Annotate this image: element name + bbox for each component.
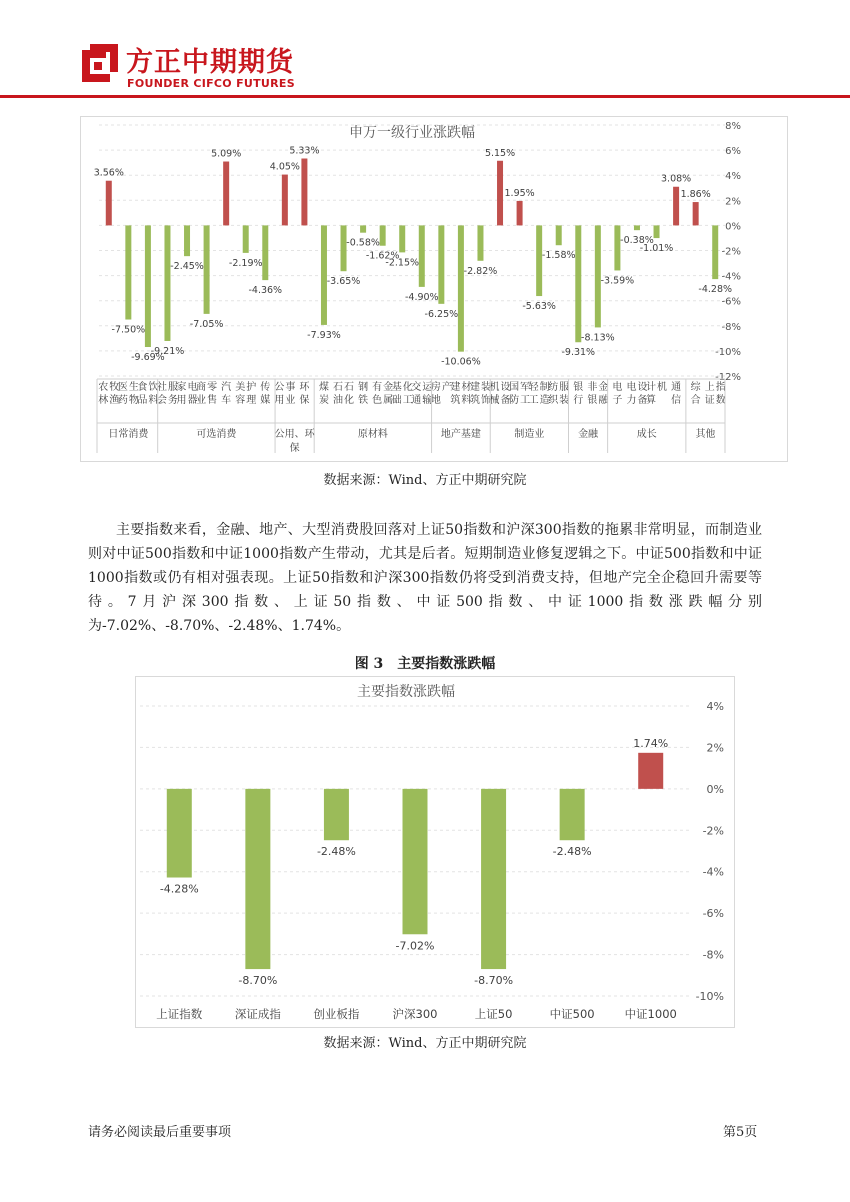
chart1-category-char: 械 xyxy=(489,395,500,406)
chart1-category-char: 医 xyxy=(117,382,128,393)
chart1-category-char: 子 xyxy=(612,395,623,406)
chart1-bar xyxy=(438,225,444,303)
chart2-y-tick-label: -4% xyxy=(702,865,724,879)
chart1-category-char: 防 xyxy=(509,395,520,406)
chart1-value-label: 4.05% xyxy=(269,161,300,173)
chart1-value-label: -1.01% xyxy=(639,243,674,255)
chart1-category-char: 化 xyxy=(344,395,355,406)
chart2-title: 主要指数涨跌幅 xyxy=(357,684,455,700)
chart1-bar xyxy=(282,175,288,226)
chart1-category-char: 房 xyxy=(430,382,441,393)
chart1-value-label: -3.65% xyxy=(326,276,361,288)
chart1-bar xyxy=(693,202,699,225)
chart1-bar xyxy=(634,225,640,230)
chart1-category-char: 零 xyxy=(207,382,218,393)
chart1-bar xyxy=(399,225,405,252)
chart2-y-tick-label: -10% xyxy=(695,990,724,1003)
chart1-category-char: 材 xyxy=(461,382,472,393)
chart1-bar xyxy=(204,225,210,313)
chart1-category-char: 筑 xyxy=(450,395,461,406)
chart1-bar xyxy=(321,225,327,325)
chart1-value-label: -3.59% xyxy=(600,275,635,287)
chart1-value-label: -2.15% xyxy=(385,257,420,269)
chart1-category-char: 装 xyxy=(480,382,491,393)
chart1-category-char: 设 xyxy=(637,382,648,393)
brand-name-en: FOUNDER CIFCO FUTURES xyxy=(127,77,295,90)
chart1-category-char: 农 xyxy=(98,382,109,393)
chart2-value-label: 1.74% xyxy=(633,736,669,750)
chart1-category-char: 渔 xyxy=(109,395,120,406)
chart2-bar xyxy=(481,789,506,969)
chart1-y-tick-label: -12% xyxy=(715,372,741,383)
chart1-group-label: 成长 xyxy=(636,429,657,440)
chart1-category-char: 数 xyxy=(715,395,726,406)
chart1-value-label: -9.31% xyxy=(561,347,596,359)
chart1-category-char: 用 xyxy=(176,395,187,406)
chart1-category-char: 机 xyxy=(489,382,500,393)
chart1-category-char: 地 xyxy=(430,395,441,406)
chart1-bar xyxy=(106,181,112,226)
chart1-y-tick-label: 2% xyxy=(725,196,741,208)
chart2-category-label: 中证1000 xyxy=(624,1007,677,1021)
chart1-value-label: 5.33% xyxy=(289,145,320,157)
chart1-category-char: 机 xyxy=(657,382,668,393)
header-divider xyxy=(0,95,850,98)
chart1-y-tick-label: -2% xyxy=(721,246,741,258)
chart1-category-char: 通 xyxy=(671,382,682,393)
chart1-y-tick-label: -10% xyxy=(715,346,741,358)
chart2-category-label: 创业板指 xyxy=(313,1007,360,1021)
chart1-category-char: 银 xyxy=(587,395,598,406)
chart1-category-char: 林 xyxy=(98,395,109,406)
chart1-category-char: 用 xyxy=(274,395,285,406)
chart2-value-label: -2.48% xyxy=(552,845,592,859)
chart1-category-char: 石 xyxy=(333,382,344,393)
chart1-bar xyxy=(184,225,190,256)
chart1-category-char: 汽 xyxy=(221,382,232,393)
chart1-y-tick-label: 4% xyxy=(725,171,741,183)
chart2-value-label: -8.70% xyxy=(474,974,514,988)
chart1-category-char: 料 xyxy=(148,395,159,406)
chart1-category-char: 家 xyxy=(176,382,187,393)
chart2-bar xyxy=(638,753,663,789)
chart1-category-char: 筑 xyxy=(469,395,480,406)
chart1-group-label: 制造业 xyxy=(514,429,545,440)
chart1-y-tick-label: -6% xyxy=(721,296,741,308)
chart1-category-char: 环 xyxy=(299,382,310,393)
chart1-category-char: 通 xyxy=(411,395,422,406)
chart1-category-char: 售 xyxy=(207,395,218,406)
chart1-category-char: 纺 xyxy=(548,382,559,393)
chart1-value-label: -4.36% xyxy=(248,285,283,297)
chart1-category-char: 交 xyxy=(411,382,422,393)
chart1-y-tick-label: 0% xyxy=(725,221,741,233)
chart1-value-label: 3.56% xyxy=(93,167,124,179)
chart1-category-char: 综 xyxy=(690,382,701,393)
chart1-category-char: 金 xyxy=(598,382,609,393)
chart1-y-tick-label: 8% xyxy=(725,121,741,132)
chart1-bar xyxy=(380,225,386,245)
chart1-bar xyxy=(673,187,679,226)
chart1-value-label: -2.19% xyxy=(228,257,263,269)
chart1-value-label: 1.95% xyxy=(504,187,535,199)
chart1-category-char: 运 xyxy=(422,382,433,393)
chart1-bar xyxy=(614,225,620,270)
chart1-category-char: 属 xyxy=(383,395,394,406)
chart2-y-tick-label: -8% xyxy=(702,948,724,962)
chart1-category-char: 饰 xyxy=(480,395,491,406)
chart1-category-char: 油 xyxy=(333,395,344,406)
chart1-value-label: -8.13% xyxy=(581,332,615,344)
chart1-category-char: 饮 xyxy=(148,382,159,393)
chart1-category-char: 建 xyxy=(450,382,461,393)
chart1-category-char: 色 xyxy=(372,395,383,406)
chart1-source: 数据来源：Wind、方正中期研究院 xyxy=(323,473,527,488)
chart2-bar xyxy=(403,789,428,934)
chart2-bar xyxy=(245,789,270,969)
chart1-category-char: 钢 xyxy=(358,382,369,393)
chart1-category-char: 化 xyxy=(402,382,413,393)
chart1-category-char: 轻 xyxy=(528,382,539,393)
chart1-category-char: 建 xyxy=(469,382,480,393)
chart1-category-char: 物 xyxy=(128,395,139,406)
chart1-category-char: 保 xyxy=(299,395,310,406)
chart1-category-char: 军 xyxy=(520,382,531,393)
chart1-group-label: 地产基建 xyxy=(440,429,481,440)
chart1-category-char: 织 xyxy=(548,395,559,406)
chart1-category-char: 炭 xyxy=(318,395,329,406)
chart1-category-char: 业 xyxy=(196,395,207,406)
index-chart-frame xyxy=(135,676,735,1028)
chart1-bar xyxy=(654,225,660,238)
chart2-category-label: 中证500 xyxy=(549,1007,595,1021)
chart2-bar xyxy=(167,789,192,878)
chart2-bar xyxy=(324,789,349,840)
chart1-value-label: -2.45% xyxy=(170,261,204,273)
chart1-category-char: 工 xyxy=(402,395,413,406)
chart1-category-char: 公 xyxy=(274,382,285,393)
chart2-value-label: -8.70% xyxy=(238,974,278,988)
chart1-bar xyxy=(575,225,581,342)
chart1-value-label: -9.69% xyxy=(131,352,165,364)
chart1-title: 申万一级行业涨跌幅 xyxy=(349,125,475,141)
chart1-category-char: 工 xyxy=(520,395,531,406)
chart1-value-label: -9.21% xyxy=(150,345,185,357)
chart1-category-char: 造 xyxy=(539,395,550,406)
chart1-value-label: -7.93% xyxy=(307,329,341,341)
chart1-value-label: -0.38% xyxy=(620,235,654,247)
chart1-category-char: 生 xyxy=(128,382,139,393)
chart1-category-char: 务 xyxy=(167,395,178,406)
chart1-y-tick-label: 6% xyxy=(725,146,741,158)
chart1-category-char: 计 xyxy=(646,382,657,393)
chart1-bar xyxy=(145,225,151,347)
chart1-bar xyxy=(556,225,562,245)
chart1-category-char: 铁 xyxy=(358,395,369,406)
chart1-value-label: 5.09% xyxy=(211,148,242,160)
chart1-bar xyxy=(125,225,131,319)
chart2-bar xyxy=(560,789,585,840)
chart1-category-char: 融 xyxy=(598,395,609,406)
chart1-category-char: 证 xyxy=(704,395,715,406)
chart1-bar xyxy=(477,225,483,260)
chart2-value-label: -7.02% xyxy=(395,939,435,953)
chart1-category-char: 品 xyxy=(137,395,148,406)
chart1-category-char: 信 xyxy=(671,395,682,406)
chart1-category-char: 牧 xyxy=(109,382,120,393)
chart1-category-char: 算 xyxy=(646,395,657,406)
chart1-value-label: -1.62% xyxy=(365,250,400,262)
chart1-category-char: 装 xyxy=(559,395,570,406)
chart1-value-label: 1.86% xyxy=(680,189,711,201)
chart1-category-char: 电 xyxy=(626,382,637,393)
chart1-category-char: 电 xyxy=(612,382,623,393)
chart2-category-label: 沪深300 xyxy=(392,1007,438,1021)
page-header xyxy=(0,0,850,100)
chart1-group-label: 公用、环 xyxy=(274,429,315,440)
chart1-category-char: 容 xyxy=(235,395,246,406)
chart1-category-char: 服 xyxy=(167,382,178,393)
chart1-bar xyxy=(301,159,307,226)
chart1-value-label: -2.82% xyxy=(463,265,498,277)
founder-logo-icon xyxy=(82,44,118,82)
chart2-category-label: 上证指数 xyxy=(156,1007,203,1021)
chart1-category-char: 上 xyxy=(704,382,715,393)
chart1-value-label: -7.05% xyxy=(189,318,224,330)
chart1-category-char: 料 xyxy=(461,395,472,406)
footer-page-number: 第5页 xyxy=(723,1125,758,1140)
chart1-value-label: -7.50% xyxy=(111,324,146,336)
chart1-bar xyxy=(712,225,718,279)
chart2-y-tick-label: 2% xyxy=(706,741,724,755)
chart1-value-label: -5.63% xyxy=(522,301,556,313)
chart1-value-label: -6.25% xyxy=(424,308,459,320)
chart1-category-char: 非 xyxy=(587,382,598,393)
chart1-category-char: 煤 xyxy=(318,382,329,393)
chart1-group-label: 原材料 xyxy=(357,429,388,440)
chart1-value-label: -0.58% xyxy=(346,237,380,249)
chart1-category-char: 制 xyxy=(539,382,550,393)
chart1-category-char: 础 xyxy=(391,395,402,406)
chart1-category-char: 商 xyxy=(196,382,207,393)
chart1-category-char: 护 xyxy=(246,382,257,393)
chart1-category-char: 备 xyxy=(637,395,648,406)
chart1-category-char: 基 xyxy=(391,382,402,393)
chart1-category-char: 车 xyxy=(221,395,232,406)
chart1-category-char: 备 xyxy=(500,395,511,406)
brand-name-cn: 方正中期期货 xyxy=(126,47,294,78)
chart1-category-char: 器 xyxy=(187,395,198,406)
chart1-category-char: 食 xyxy=(137,382,148,393)
chart1-bar xyxy=(164,225,170,341)
chart1-category-char: 社 xyxy=(156,382,167,393)
chart1-bar xyxy=(419,225,425,286)
chart1-category-char: 电 xyxy=(187,382,198,393)
chart1-bar xyxy=(360,225,366,232)
chart1-bar xyxy=(262,225,268,280)
chart1-bar xyxy=(517,201,523,225)
chart1-bar xyxy=(243,225,249,252)
body-paragraph: 主要指数来看，金融、地产、大型消费股回落对上证50指数和沪深300指数的拖累非常明显，而制造业则对中证500指数和中证1000指数产生带动，尤其是后者。短期制造业修复逻辑之下。中证500指数和中证1000指数或仍有相对强表现。上证50指数和沪深300指数仍将受到消费支持，但地产完全企稳回升需要等待。7月沪深300指数、上证50指数、中证500指数、中证1000指数涨跌幅分别为-7.02%、-8.70%、-2.48%、1.74%。 xyxy=(88,522,762,634)
chart2-y-tick-label: 4% xyxy=(706,700,724,713)
chart1-group-label: 金融 xyxy=(578,429,599,440)
chart1-category-char: 美 xyxy=(235,382,246,393)
chart1-category-char: 传 xyxy=(260,382,271,393)
chart1-category-char: 媒 xyxy=(260,395,271,406)
chart1-category-char: 业 xyxy=(285,395,296,406)
chart1-y-tick-label: -4% xyxy=(721,271,741,283)
chart1-category-char: 事 xyxy=(285,382,296,393)
chart1-category-char: 理 xyxy=(246,395,257,406)
index-returns-chart xyxy=(136,677,734,1027)
chart1-category-char: 力 xyxy=(626,395,637,406)
chart1-category-char: 产 xyxy=(441,382,452,393)
chart2-source: 数据来源：Wind、方正中期研究院 xyxy=(323,1036,527,1051)
chart1-category-char: 工 xyxy=(528,395,539,406)
chart1-category-char: 指 xyxy=(715,382,726,393)
chart1-value-label: -10.06% xyxy=(441,356,481,368)
industry-returns-chart xyxy=(81,117,787,461)
chart1-category-char: 银 xyxy=(573,382,584,393)
chart1-category-char: 行 xyxy=(573,395,584,406)
chart1-category-char: 输 xyxy=(422,395,433,406)
chart2-y-tick-label: -6% xyxy=(702,907,724,921)
chart1-category-char: 合 xyxy=(690,395,701,406)
chart1-category-char: 有 xyxy=(372,382,383,393)
chart1-group-label: 其他 xyxy=(695,429,716,440)
chart2-y-tick-label: 0% xyxy=(706,782,724,796)
chart2-category-label: 深证成指 xyxy=(234,1007,281,1021)
chart2-category-label: 上证50 xyxy=(474,1007,513,1021)
chart2-y-tick-label: -2% xyxy=(702,824,724,838)
chart1-group-label: 日常消费 xyxy=(108,429,149,440)
chart1-group-label: 可选消费 xyxy=(196,429,237,440)
chart1-group-label-cont: 保 xyxy=(289,443,300,454)
chart1-category-char: 金 xyxy=(383,382,394,393)
chart1-value-label: 3.08% xyxy=(661,173,692,185)
chart1-value-label: -4.90% xyxy=(404,291,439,303)
figure3-caption: 图 3 主要指数涨跌幅 xyxy=(354,656,496,672)
chart2-value-label: -4.28% xyxy=(159,882,199,896)
chart1-category-char: 会 xyxy=(156,395,167,406)
chart2-value-label: -2.48% xyxy=(316,845,356,859)
chart1-category-char: 药 xyxy=(117,395,128,406)
chart1-bar xyxy=(223,162,229,226)
industry-chart-frame xyxy=(80,116,788,462)
chart1-y-tick-label: -8% xyxy=(721,321,741,333)
chart1-category-char: 国 xyxy=(509,382,520,393)
footer-notice: 请务必阅读最后重要事项 xyxy=(88,1125,232,1140)
chart1-value-label: 5.15% xyxy=(484,147,516,159)
chart1-bar xyxy=(458,225,464,351)
chart1-category-char: 设 xyxy=(500,382,511,393)
chart1-category-char: 服 xyxy=(559,382,570,393)
chart1-value-label: -1.58% xyxy=(541,250,576,262)
chart1-category-char: 石 xyxy=(344,382,355,393)
chart1-bar xyxy=(497,161,503,226)
chart1-value-label: -4.28% xyxy=(698,284,733,296)
